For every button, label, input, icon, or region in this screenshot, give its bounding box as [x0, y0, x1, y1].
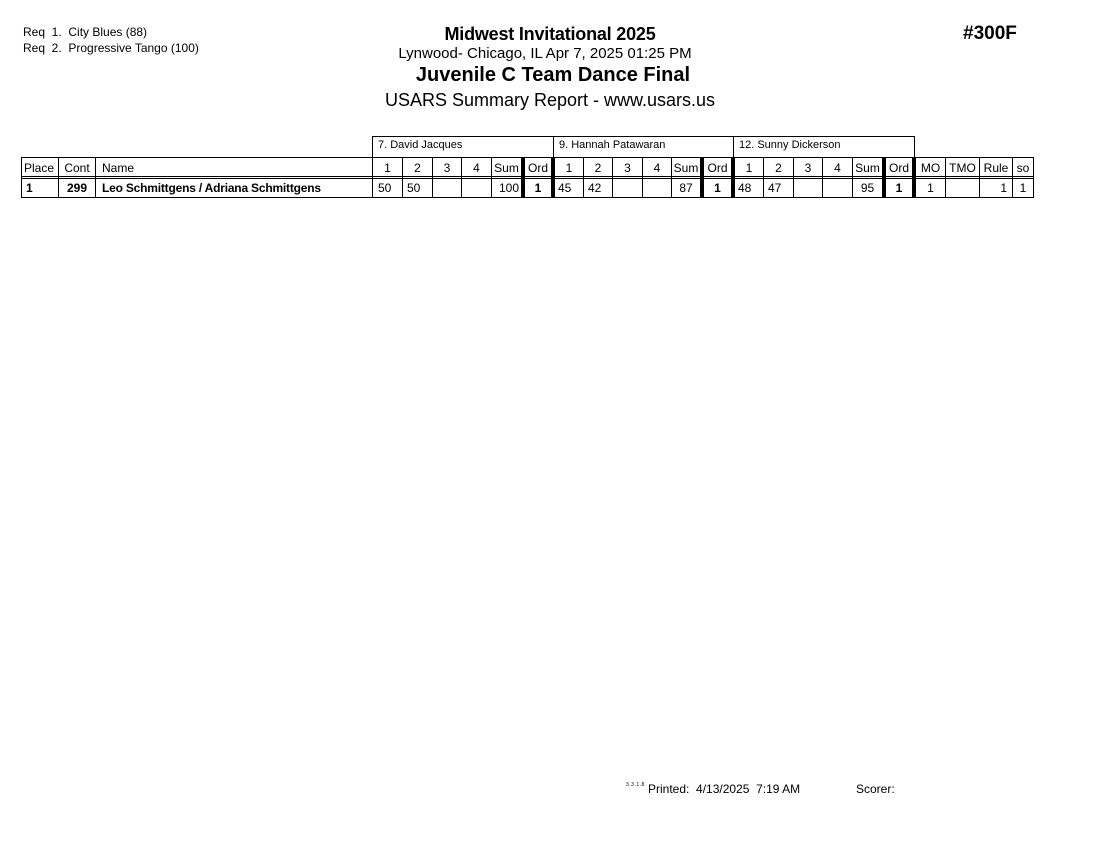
col-header-j3-ord: Ord	[888, 161, 909, 175]
col-header-j2-sum: Sum	[673, 161, 699, 175]
col-header-place: Place	[24, 161, 55, 175]
j2-ord: 1	[714, 181, 721, 195]
col-header-name: Name	[102, 161, 135, 175]
col-header-j1-4: 4	[473, 161, 480, 175]
col-header-cont: Cont	[64, 161, 90, 175]
judge-header-2: 9. Hannah Patawaran	[553, 136, 734, 157]
j2-score-1: 45	[558, 181, 572, 195]
mo-value: 1	[927, 181, 934, 195]
j3-ord: 1	[895, 181, 903, 195]
rule-value: 1	[1000, 181, 1007, 195]
j3-sum: 95	[860, 181, 875, 195]
competitor-name: Leo Schmittgens / Adriana Schmittgens	[102, 181, 321, 195]
j1-ord: 1	[534, 181, 542, 195]
col-header-j2-3: 3	[624, 161, 631, 175]
col-border	[95, 157, 96, 198]
col-border	[1033, 157, 1034, 198]
col-header-tmo: TMO	[949, 161, 976, 175]
printed-timestamp: Printed: 4/13/2025 7:19 AM	[648, 782, 801, 796]
requirement-1: Req 1. City Blues (88)	[23, 25, 148, 39]
col-header-j1-sum: Sum	[494, 161, 519, 175]
col-header-j3-4: 4	[834, 161, 841, 175]
j3-score-1: 48	[738, 181, 752, 195]
col-header-j3-sum: Sum	[855, 161, 880, 175]
col-header-j2-2: 2	[594, 161, 602, 175]
col-header-j1-ord: Ord	[527, 161, 548, 175]
col-header-j2-ord: Ord	[707, 161, 728, 175]
j2-score-2: 42	[588, 181, 602, 195]
cont-value: 299	[66, 181, 88, 195]
report-title: USARS Summary Report - www.usars.us	[384, 90, 716, 110]
col-header-j2-1: 1	[565, 161, 573, 175]
col-header-j3-3: 3	[804, 161, 812, 175]
j3-score-2: 47	[768, 181, 782, 195]
scorer-label: Scorer:	[856, 782, 895, 796]
judge-header-3: 12. Sunny Dickerson	[733, 136, 915, 157]
location-datetime: Lynwood- Chicago, IL Apr 7, 2025 01:25 PM	[398, 45, 692, 62]
col-header-j1-2: 2	[414, 161, 421, 175]
col-header-mo: MO	[920, 161, 941, 175]
j1-score-1: 50	[378, 181, 392, 195]
j1-score-2: 50	[407, 181, 421, 195]
event-number: #300F	[963, 23, 1017, 44]
col-header-j2-4: 4	[653, 161, 661, 175]
judge-header-1: 7. David Jacques	[372, 136, 554, 157]
j1-sum: 100	[498, 181, 519, 195]
requirement-2: Req 2. Progressive Tango (100)	[23, 41, 199, 55]
event-title: Juvenile C Team Dance Final	[415, 64, 691, 86]
col-header-rule: Rule	[983, 161, 1009, 175]
j2-sum: 87	[679, 181, 693, 195]
col-header-j1-3: 3	[443, 161, 451, 175]
col-header-so: so	[1016, 161, 1030, 175]
col-header-j3-2: 2	[775, 161, 782, 175]
col-header-j1-1: 1	[384, 161, 391, 175]
col-header-j3-1: 1	[745, 161, 753, 175]
place-value: 1	[26, 181, 33, 195]
competition-title: Midwest Invitational 2025	[444, 24, 656, 44]
so-value: 1	[1019, 181, 1027, 195]
version-mark: 3.3.1.8	[626, 782, 645, 788]
